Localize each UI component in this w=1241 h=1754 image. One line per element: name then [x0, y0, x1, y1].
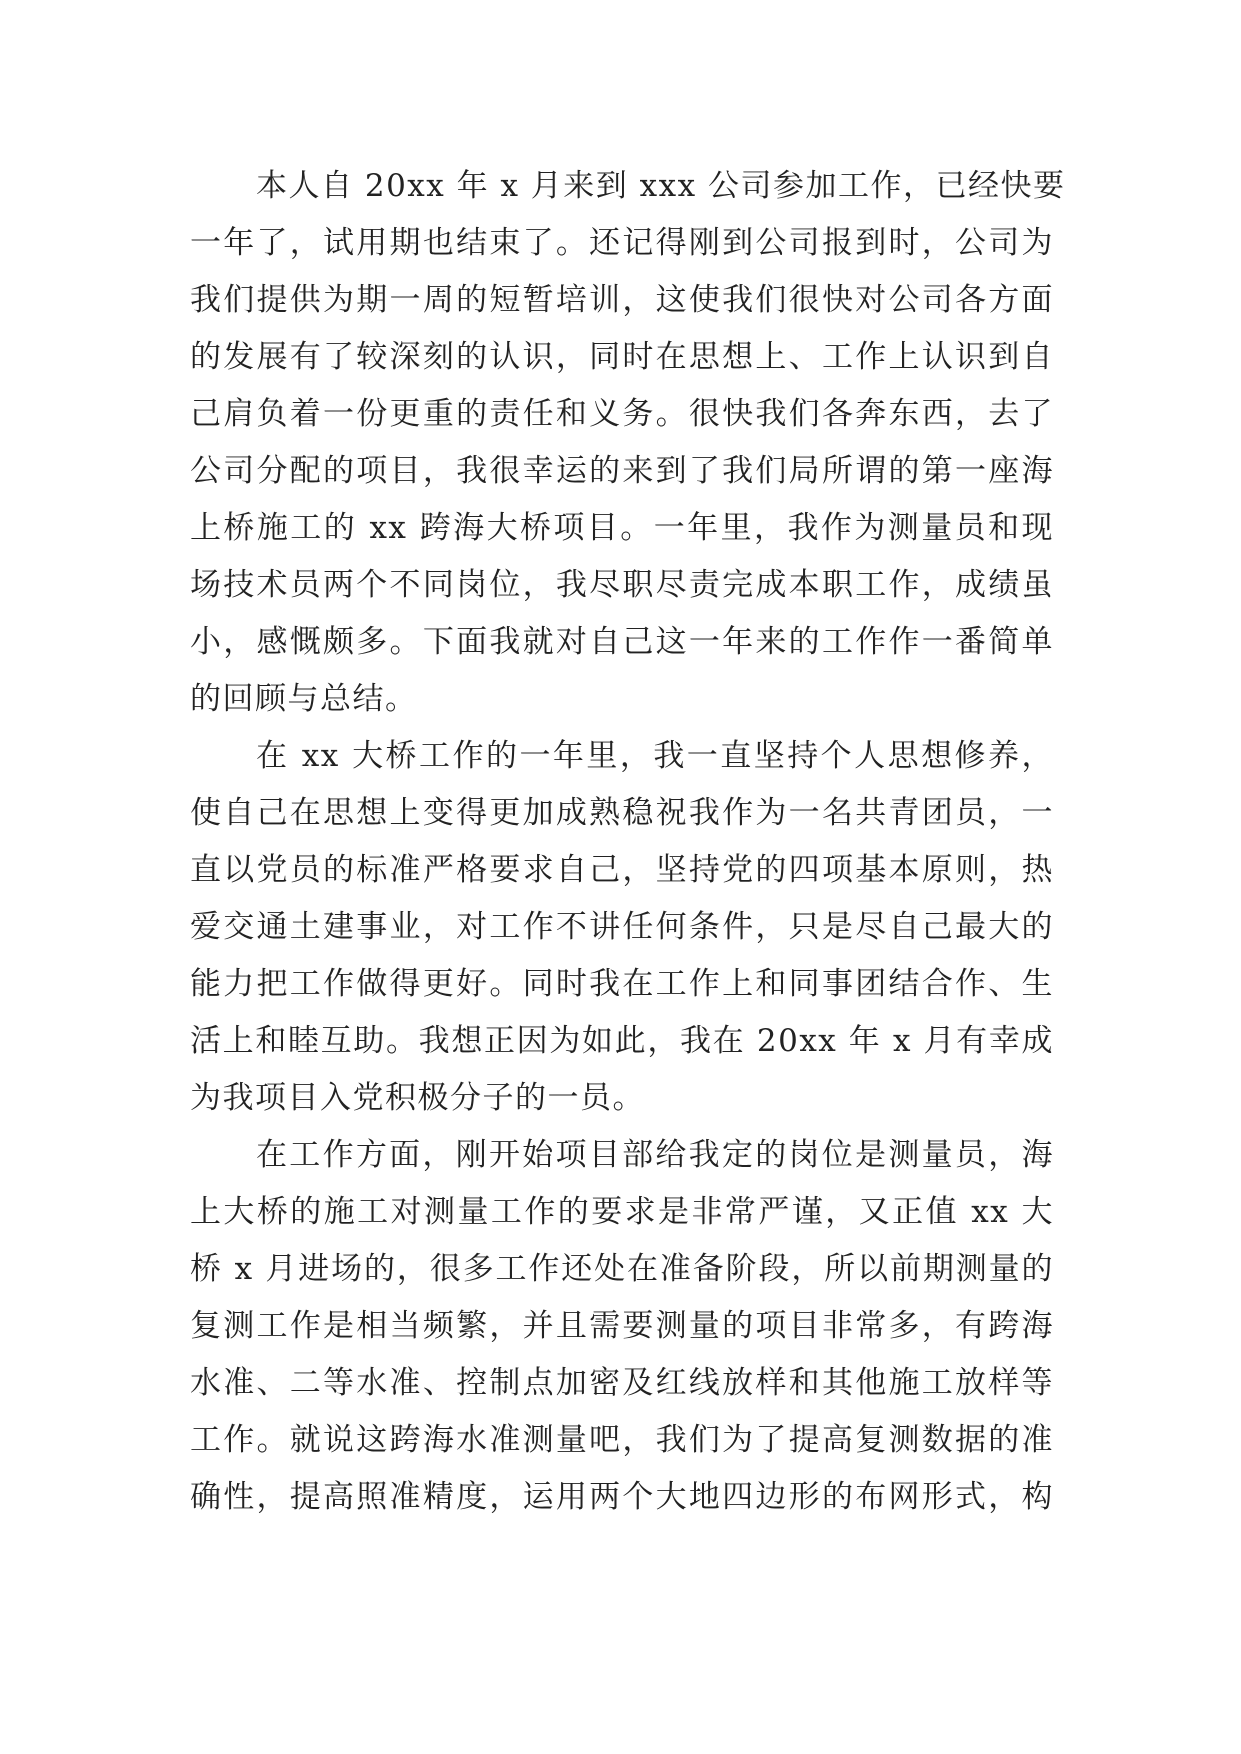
paragraph-line: 直以党员的标准严格要求自己，坚持党的四项基本原则，热: [190, 852, 1054, 888]
paragraph-line: 水准、二等水准、控制点加密及红线放样和其他施工放样等: [190, 1365, 1054, 1401]
paragraph-line: 工作。就说这跨海水准测量吧，我们为了提高复测数据的准: [190, 1422, 1054, 1458]
paragraph-line: 使自己在思想上变得更加成熟稳祝我作为一名共青团员，一: [190, 795, 1054, 831]
paragraph-line: 本人自 20xx 年 x 月来到 xxx 公司参加工作，已经快要: [256, 168, 1066, 204]
paragraph-line: 在工作方面，刚开始项目部给我定的岗位是测量员，海: [256, 1137, 1054, 1173]
paragraph-line: 小，感慨颇多。下面我就对自己这一年来的工作作一番简单: [190, 624, 1054, 660]
paragraph-line: 公司分配的项目，我很幸运的来到了我们局所谓的第一座海: [190, 453, 1054, 489]
paragraph-line: 复测工作是相当频繁，并且需要测量的项目非常多，有跨海: [190, 1308, 1054, 1344]
paragraph-line: 一年了，试用期也结束了。还记得刚到公司报到时，公司为: [190, 225, 1054, 261]
paragraph-line: 在 xx 大桥工作的一年里，我一直坚持个人思想修养，: [256, 738, 1054, 774]
paragraph-line: 上大桥的施工对测量工作的要求是非常严谨，又正值 xx 大: [190, 1194, 1054, 1230]
paragraph-1: [190, 158, 1066, 728]
paragraph-2: [190, 728, 1054, 1127]
paragraph-line: 活上和睦互助。我想正因为如此，我在 20xx 年 x 月有幸成: [190, 1023, 1054, 1059]
paragraph-line: 场技术员两个不同岗位，我尽职尽责完成本职工作，成绩虽: [190, 567, 1054, 603]
paragraph-line: 能力把工作做得更好。同时我在工作上和同事团结合作、生: [190, 966, 1054, 1002]
paragraph-line: 己肩负着一份更重的责任和义务。很快我们各奔东西，去了: [190, 396, 1054, 432]
paragraph-line: 为我项目入党积极分子的一员。: [190, 1080, 645, 1116]
paragraph-line: 爱交通土建事业，对工作不讲任何条件，只是尽自己最大的: [190, 909, 1054, 945]
paragraph-line: 的发展有了较深刻的认识，同时在思想上、工作上认识到自: [190, 339, 1054, 375]
paragraph-line: 的回顾与总结。: [190, 681, 418, 717]
paragraph-line: 确性，提高照准精度，运用两个大地四边形的布网形式，构: [190, 1479, 1054, 1515]
paragraph-line: 桥 x 月进场的，很多工作还处在准备阶段，所以前期测量的: [190, 1251, 1054, 1287]
paragraph-3: [190, 1127, 1054, 1526]
paragraph-line: 上桥施工的 xx 跨海大桥项目。一年里，我作为测量员和现: [190, 510, 1054, 546]
paragraph-line: 我们提供为期一周的短暂培训，这使我们很快对公司各方面: [190, 282, 1054, 318]
document-body: [190, 158, 1066, 1526]
